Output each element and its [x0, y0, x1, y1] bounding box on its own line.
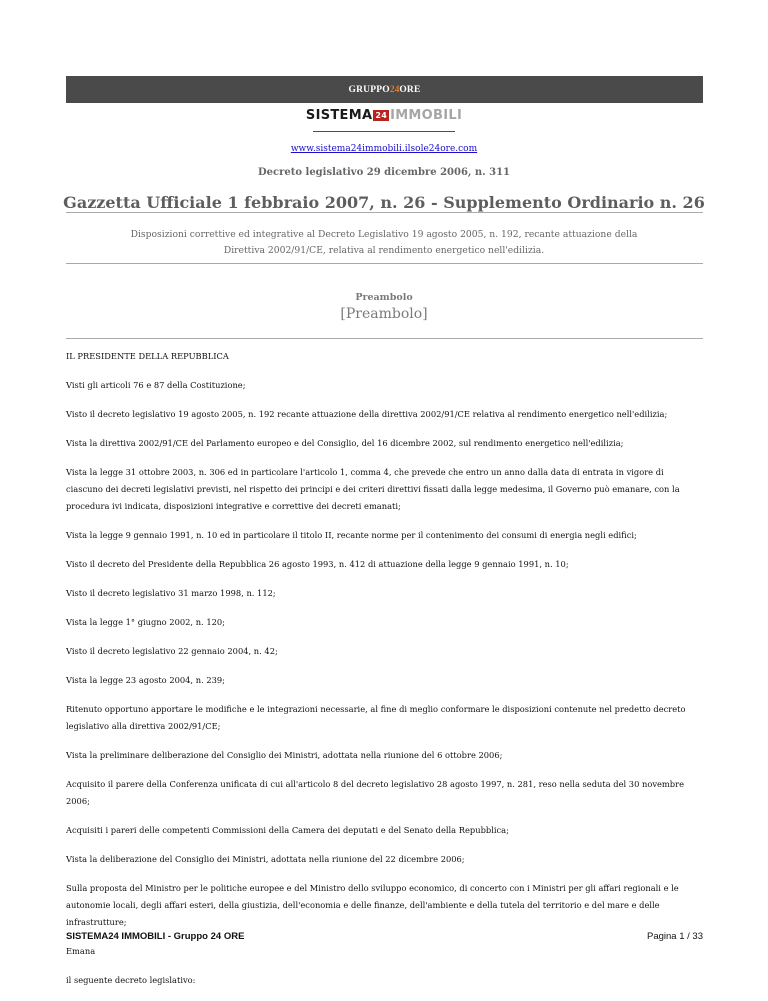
brand-logo-part3: IMMOBILI — [390, 108, 463, 123]
brand-logo — [0, 108, 768, 123]
paragraph: Vista la legge 23 agosto 2004, n. 239; — [66, 675, 225, 685]
paragraph: Visto il decreto legislativo 31 marzo 1998, n. 112; — [66, 588, 276, 598]
divider — [66, 212, 703, 213]
paragraph: Vista la deliberazione del Consiglio dei Ministri, adottata nella riunione del 22 dicembre 2006; — [66, 854, 465, 864]
paragraph: Vista la legge 1° giugno 2002, n. 120; — [66, 617, 225, 627]
brand-underline — [313, 131, 455, 132]
paragraph: Vista la legge 9 gennaio 1991, n. 10 ed in particolare il titolo II, recante norme per il contenimento dei consumi di energia negli edifici; — [66, 530, 637, 540]
paragraph: Visto il decreto legislativo 22 gennaio 2004, n. 42; — [66, 646, 278, 656]
group-logo-bar — [66, 76, 703, 103]
paragraph: il seguente decreto legislativo: — [66, 975, 196, 985]
brand-logo-part1: SISTEMA — [305, 108, 373, 123]
website-link[interactable]: www.sistema24immobili.ilsole24ore.com — [290, 144, 478, 154]
paragraph: Vista la preliminare deliberazione del Consiglio dei Ministri, adottata nella riunione del 6 ottobre 2006; — [66, 750, 503, 760]
decree-description: Disposizioni correttive ed integrative al Decreto Legislativo 19 agosto 2005, n. 192, recante attuazione della Direttiva 2002/91/CE, relativa al rendimento energetico nell'edilizia. — [130, 229, 638, 256]
page-number: Pagina 1 / 33 — [647, 931, 703, 942]
paragraph: Sulla proposta del Ministro per le politiche europee e del Ministro dello sviluppo economico, di concerto con i Ministri per gli affari regionali e le autonomie locali, degli affari esteri, della giustizia, dell'economia e delle finanze, dell'ambiente e della tutela del territorio e del mare e delle infrastrutture; — [66, 883, 679, 927]
paragraph: IL PRESIDENTE DELLA REPUBBLICA — [66, 351, 229, 361]
paragraph: Visto il decreto legislativo 19 agosto 2005, n. 192 recante attuazione della direttiva 2002/91/CE relativa al rendimento energetico nell'edilizia; — [66, 409, 668, 419]
preamble-body — [66, 348, 703, 1001]
preamble-heading: [Preambolo] — [340, 306, 428, 322]
paragraph: Emana — [66, 946, 96, 956]
divider — [66, 263, 703, 264]
paragraph: Vista la direttiva 2002/91/CE del Parlamento europeo e del Consiglio, del 16 dicembre 2002, sul rendimento energetico nell'edilizia; — [66, 438, 624, 448]
paragraph: Visto il decreto del Presidente della Repubblica 26 agosto 1993, n. 412 di attuazione della legge 9 gennaio 1991, n. 10; — [66, 559, 569, 569]
footer-publisher: SISTEMA24 IMMOBILI - Gruppo 24 ORE — [66, 931, 245, 942]
decree-title: Decreto legislativo 29 dicembre 2006, n. 311 — [258, 167, 510, 178]
group-logo-prefix: GRUPPO — [348, 84, 390, 95]
paragraph: Acquisiti i pareri delle competenti Commissioni della Camera dei deputati e del Senato della Repubblica; — [66, 825, 509, 835]
paragraph: Visti gli articoli 76 e 87 della Costituzione; — [66, 380, 246, 390]
paragraph: Acquisito il parere della Conferenza unificata di cui all'articolo 8 del decreto legislativo 28 agosto 1997, n. 281, reso nella seduta del 30 novembre 2006; — [66, 779, 684, 806]
paragraph: Ritenuto opportuno apportare le modifiche e le integrazioni necessarie, al fine di meglio conformare le disposizioni contenute nel predetto decreto legislativo alla direttiva 2002/91/CE; — [66, 704, 686, 731]
gazzetta-title: Gazzetta Ufficiale 1 febbraio 2007, n. 26 - Supplemento Ordinario n. 26 — [63, 193, 705, 212]
group-logo-mark: 24 — [389, 84, 400, 95]
group-logo-suffix: ORE — [399, 84, 421, 95]
paragraph: Vista la legge 31 ottobre 2003, n. 306 ed in particolare l'articolo 1, comma 4, che prevede che entro un anno dalla data di entrata in vigore di ciascuno dei decreti legislativi previsti, nel rispetto dei principi e dei criteri direttivi fissati dalla legge medesima, il Governo può emanare, con la procedura ivi indicata, disposizioni integrative e correttive dei decreti emanati; — [66, 467, 680, 511]
page-footer — [66, 931, 703, 942]
preamble-title: Preambolo — [355, 292, 413, 303]
brand-logo-badge: 24 — [375, 111, 388, 120]
divider — [66, 338, 703, 339]
